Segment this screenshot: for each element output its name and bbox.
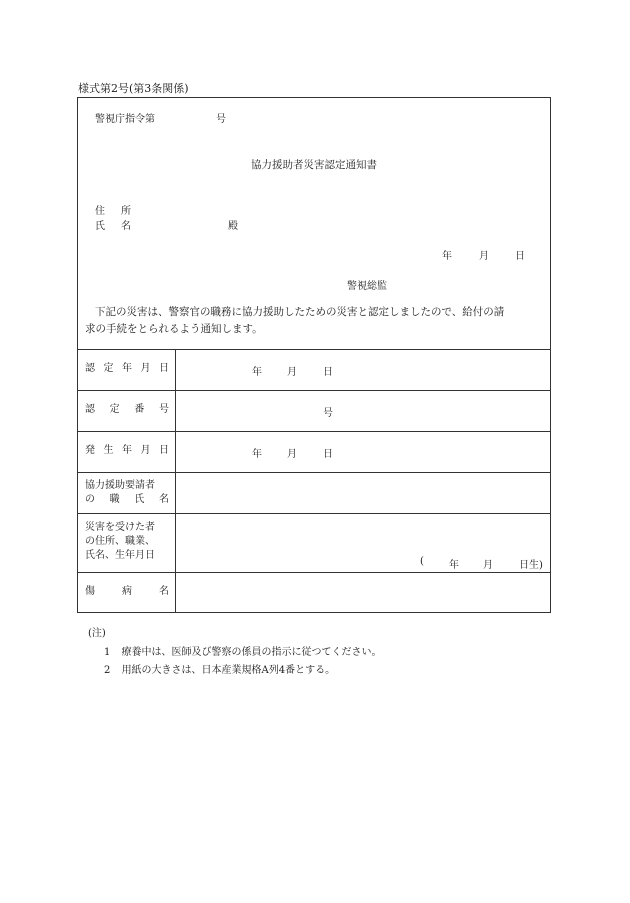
label-char: 月 — [140, 363, 151, 374]
document-title: 協力援助者災害認定通知書 — [251, 159, 377, 171]
label-char: 号 — [158, 404, 169, 415]
row-label-injury-name — [85, 585, 169, 599]
issue-date-day: 日 — [515, 251, 525, 262]
issue-date-year: 年 — [442, 251, 452, 262]
label-char: 年 — [122, 445, 132, 456]
row-divider — [78, 572, 550, 573]
birth-month: 月 — [483, 560, 493, 571]
notice-text-line1: 下記の災害は、警察官の職務に協力援助したための災害と認定しましたので、給付の請 — [95, 306, 505, 318]
row-label-occurrence-date — [85, 444, 169, 458]
note-number: 2 — [104, 665, 111, 676]
label-char: 発 — [85, 445, 95, 456]
note-number: 1 — [104, 647, 111, 658]
label-char: 日 — [159, 445, 169, 456]
address-label — [95, 202, 131, 217]
recognition-number-suffix: 号 — [323, 408, 333, 419]
note-text: 療養中は、医師及び警察の係員の指示に従つてください。 — [121, 647, 382, 658]
number-suffix: 号 — [216, 114, 226, 125]
row-label-requester-line1: 協力援助要請者 — [85, 480, 155, 491]
label-char: 名 — [159, 586, 169, 597]
number-prefix: 警視庁指令第 — [95, 114, 155, 125]
label-char: 認 — [85, 363, 95, 374]
name-label-char: 氏 — [95, 221, 105, 232]
note-item — [104, 661, 335, 676]
column-divider — [175, 349, 176, 613]
birth-day-close: 日生) — [519, 560, 543, 571]
row-label-victim-line1: 災害を受けた者 — [85, 522, 155, 533]
label-char: 傷 — [85, 586, 95, 597]
row-label-recognition-date — [85, 362, 169, 376]
issuer: 警視総監 — [347, 281, 387, 292]
row-label-victim-line3: 氏名、生年月日 — [85, 550, 155, 561]
row-divider — [78, 431, 550, 432]
recognition-date-year: 年 — [252, 367, 262, 378]
occurrence-date-day: 日 — [323, 449, 333, 460]
form-id: 様式第2号(第3条関係) — [78, 82, 189, 95]
table-top-rule — [78, 349, 550, 350]
label-char: 月 — [140, 445, 151, 456]
address-label-char: 住 — [95, 206, 105, 217]
address-label-char: 所 — [121, 206, 131, 217]
notice-text-line2: 求の手続をとられるよう通知します。 — [85, 323, 263, 335]
label-char: 氏 — [134, 494, 145, 505]
row-label-requester-line2 — [85, 493, 169, 507]
label-char: の — [85, 494, 95, 505]
notes-heading: (注) — [88, 628, 106, 639]
occurrence-date-year: 年 — [252, 449, 262, 460]
notice-form-frame — [77, 97, 551, 613]
label-char: 定 — [103, 363, 114, 374]
label-char: 日 — [159, 363, 169, 374]
row-label-victim-line2: の住所、職業、 — [85, 536, 155, 547]
label-char: 定 — [109, 404, 120, 415]
name-label — [95, 217, 131, 232]
note-text: 用紙の大きさは、日本産業規格A列4番とする。 — [121, 665, 336, 676]
recognition-date-month: 月 — [287, 367, 297, 378]
label-char: 生 — [103, 445, 114, 456]
row-divider — [78, 513, 550, 514]
label-char: 認 — [85, 404, 95, 415]
issue-date-month: 月 — [479, 251, 489, 262]
label-char: 年 — [122, 363, 132, 374]
row-divider — [78, 390, 550, 391]
row-divider — [78, 472, 550, 473]
recognition-date-day: 日 — [323, 367, 333, 378]
label-char: 病 — [122, 586, 132, 597]
honorific: 殿 — [228, 221, 238, 232]
label-char: 職 — [109, 494, 120, 505]
name-label-char: 名 — [121, 221, 131, 232]
birth-year: 年 — [449, 560, 459, 571]
label-char: 名 — [158, 494, 169, 505]
birth-open-paren: ( — [420, 556, 424, 567]
label-char: 番 — [134, 404, 145, 415]
note-item — [104, 643, 382, 658]
occurrence-date-month: 月 — [287, 449, 297, 460]
row-label-recognition-number — [85, 403, 169, 417]
